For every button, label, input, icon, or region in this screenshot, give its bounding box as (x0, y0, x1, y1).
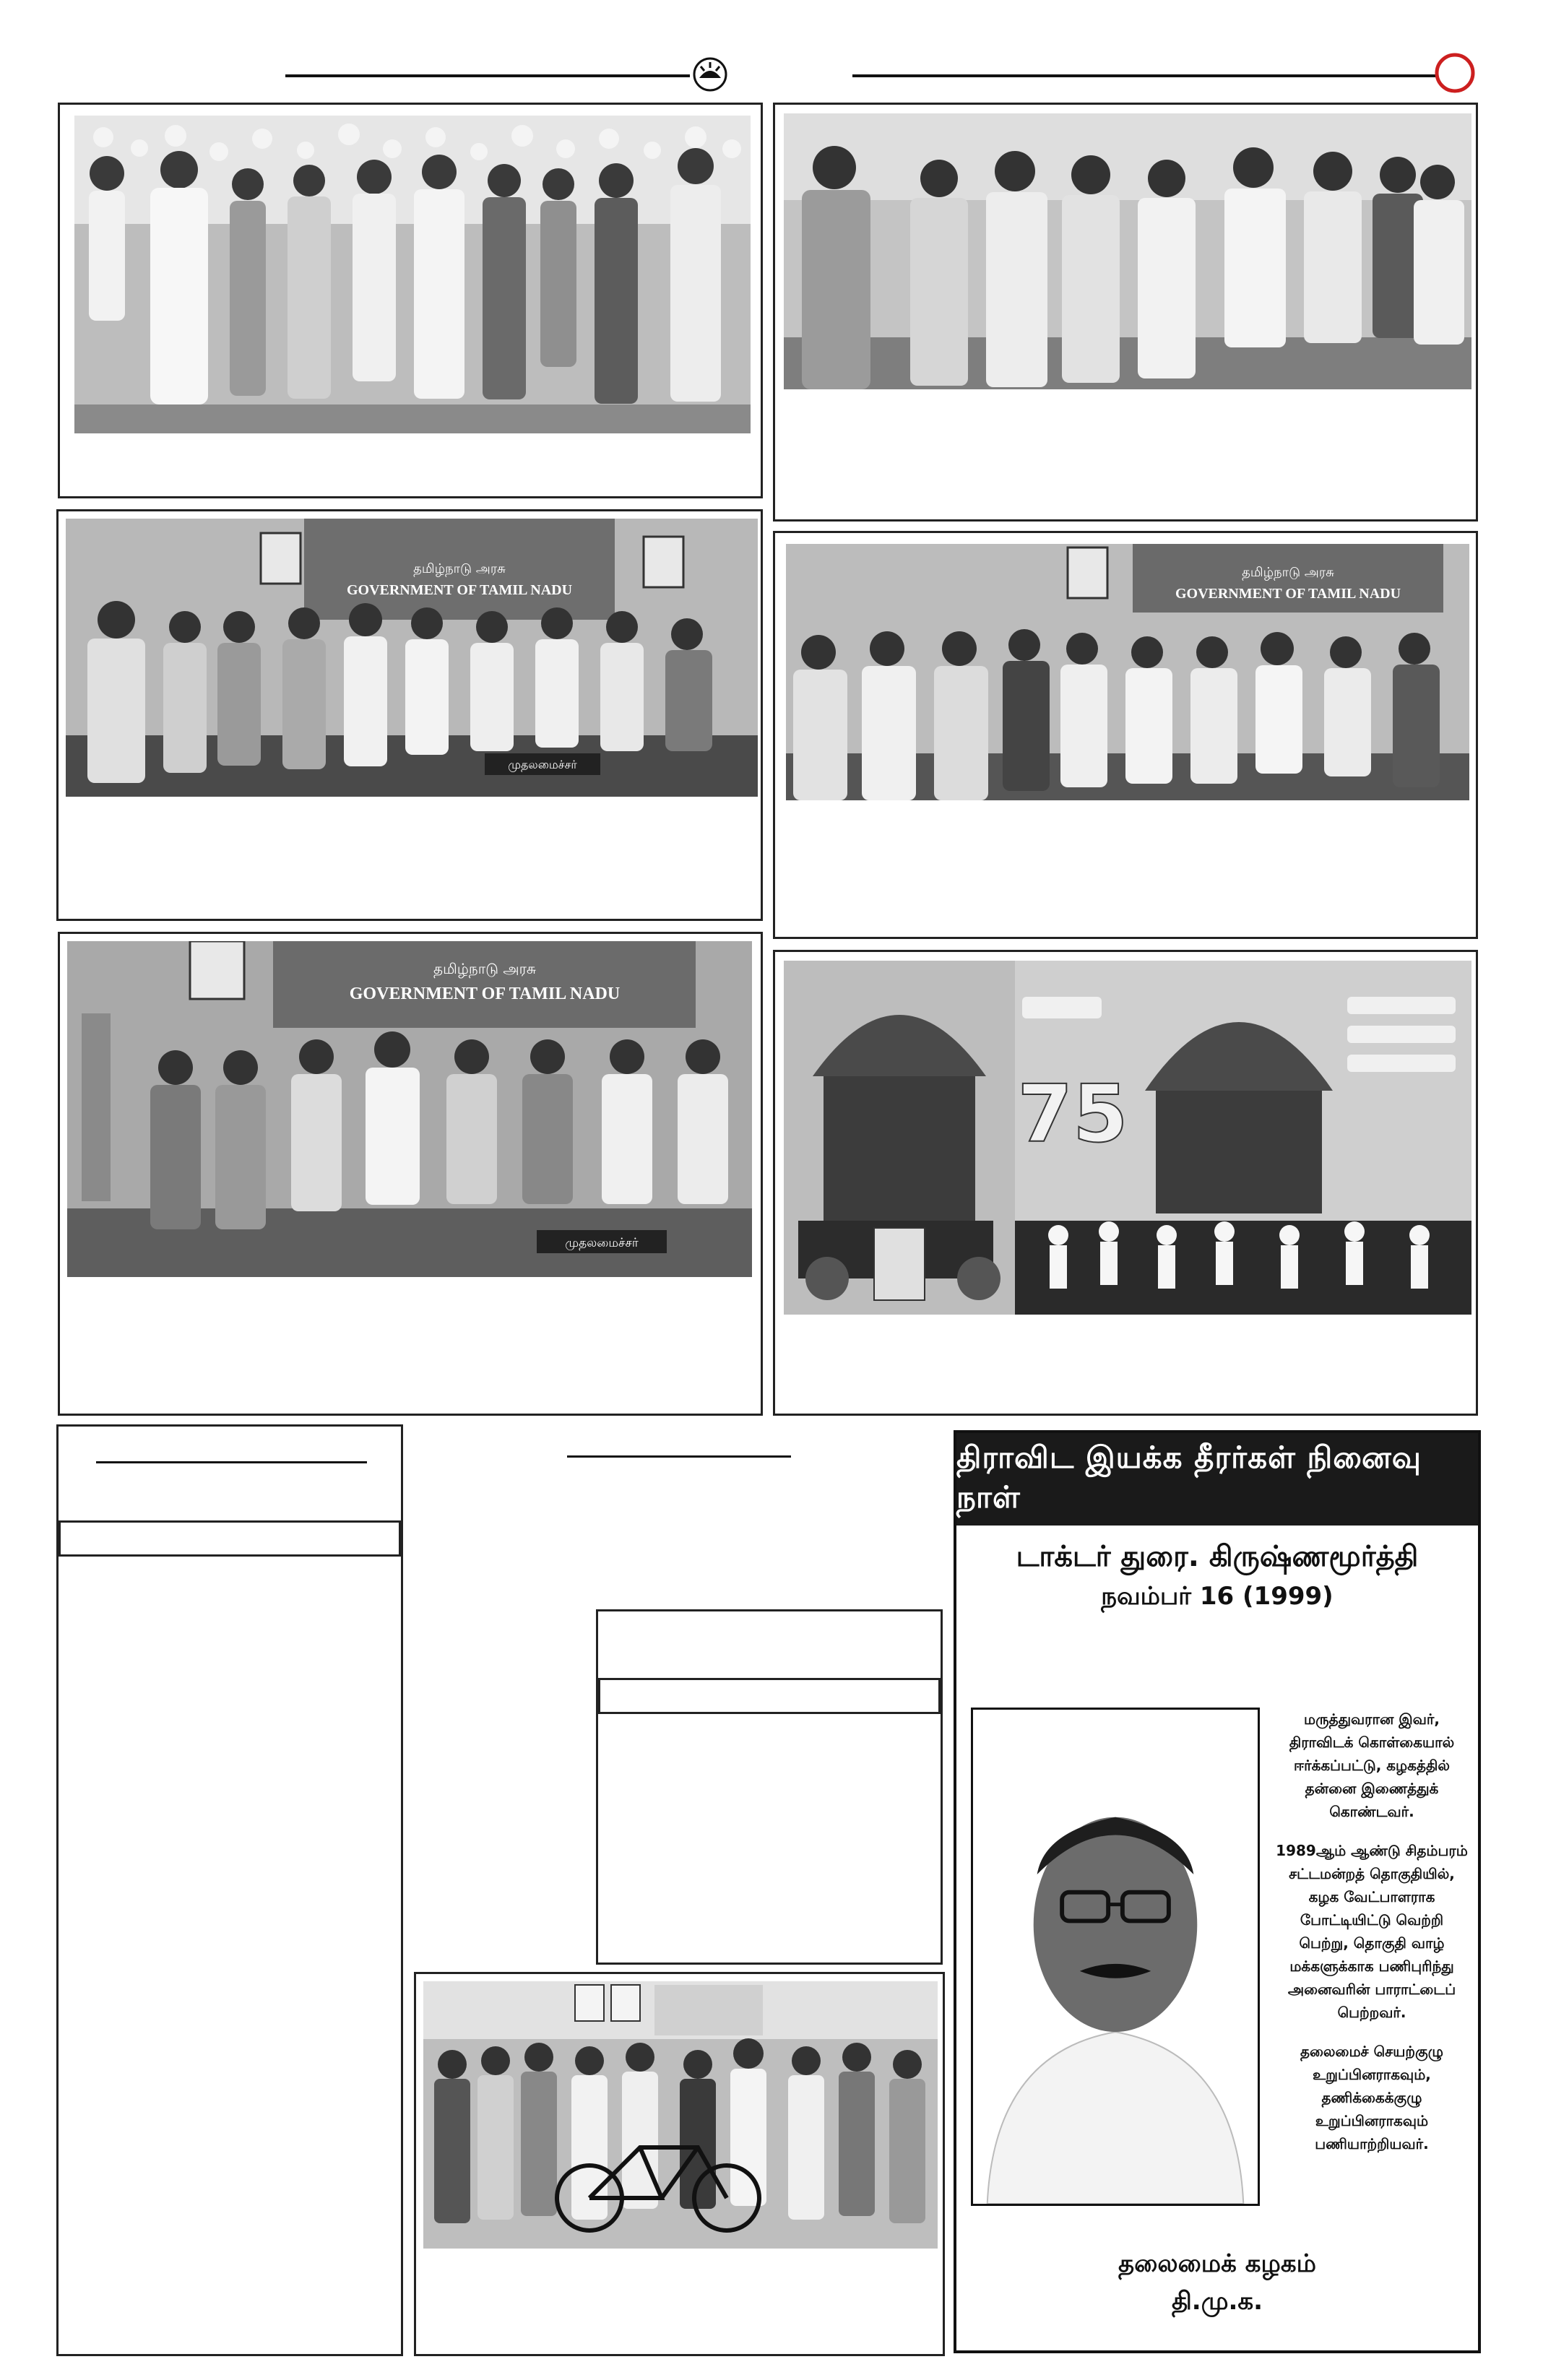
desk-plate-1: முதலமைச்சர் (508, 758, 577, 771)
photo-office-group-3 (67, 941, 752, 1277)
article-center-box (598, 1678, 941, 1714)
wall-sign-tamil-1: தமிழ்நாடு அரசு (413, 561, 506, 576)
photo-panel-5 (58, 932, 763, 1416)
desk-plate-3: முதலமைச்சர் (565, 1236, 639, 1250)
memorial-heading: திராவிட இயக்க தீரர்கள் நினைவு நாள் (956, 1433, 1478, 1526)
photo-office-group-2 (786, 544, 1469, 800)
wall-sign-english-2: GOVERNMENT OF TAMIL NADU (1175, 586, 1401, 602)
article-panel-left (56, 1424, 403, 2356)
memorial-bio (1274, 1708, 1469, 2171)
header-rule-left (285, 74, 690, 77)
article-left-rule (96, 1461, 367, 1463)
memorial-bio-paragraph-3: தலைமைச் செயற்குழு உறுப்பினராகவும், தணிக்கைக்குழு உறுப்பினராகவும் பணியாற்றியவர். (1300, 2043, 1444, 2152)
memorial-footer-line1: தலைமைக் கழகம் (1118, 2249, 1316, 2278)
photo-panel-3 (56, 509, 763, 921)
memorial-name: டாக்டர் துரை. கிருஷ்ணமூர்த்தி (1016, 1540, 1419, 1573)
memorial-date: நவம்பர் 16 (1999) (1101, 1582, 1334, 1611)
article-panel-center (596, 1609, 943, 1965)
photo-panel-4 (773, 531, 1478, 939)
photo-office-group-1 (66, 519, 758, 797)
photo-panel-7 (414, 1972, 945, 2356)
photo-panel-1 (58, 103, 763, 498)
rising-sun-icon (692, 56, 728, 92)
overlay-number-75: 75 (1017, 1068, 1128, 1160)
wall-sign-tamil-2: தமிழ்நாடு அரசு (1242, 565, 1334, 580)
red-circle-icon (1434, 52, 1476, 94)
article-center-rule (567, 1455, 791, 1458)
photo-panel-2 (773, 103, 1478, 522)
wall-sign-english-3: GOVERNMENT OF TAMIL NADU (349, 985, 621, 1003)
wall-sign-english-1: GOVERNMENT OF TAMIL NADU (346, 582, 573, 598)
photo-dmk75-event (784, 961, 1471, 1315)
article-left-box (59, 1520, 401, 1557)
memorial-portrait (971, 1708, 1260, 2206)
memorial-notice (954, 1430, 1481, 2353)
photo-bicycle-distribution (423, 1981, 938, 2249)
wall-sign-tamil-3: தமிழ்நாடு அரசு (433, 960, 536, 977)
memorial-bio-paragraph-1: மருத்துவரான இவர், திராவிடக் கொள்கையால் ஈர்க்கப்பட்டு, கழகத்தில் தன்னை இணைத்துக் கொண்டவர். (1289, 1710, 1455, 1820)
memorial-bio-paragraph-2: 1989ஆம் ஆண்டு சிதம்பரம் சட்டமன்றத் தொகுதியில், கழக வேட்பாளராக போட்டியிட்டு வெற்றி பெற்று, தொகுதி வாழ் மக்களுக்காக பணிபுரிந்து அனைவரின் பாராட்டைப் பெற்றவர். (1276, 1842, 1468, 2021)
photo-wedding-group (74, 116, 751, 433)
header-rule-right (852, 74, 1441, 77)
memorial-footer-line2: தி.மு.க. (1171, 2287, 1263, 2316)
photo-delegation-1 (784, 113, 1471, 389)
photo-panel-6 (773, 950, 1478, 1416)
